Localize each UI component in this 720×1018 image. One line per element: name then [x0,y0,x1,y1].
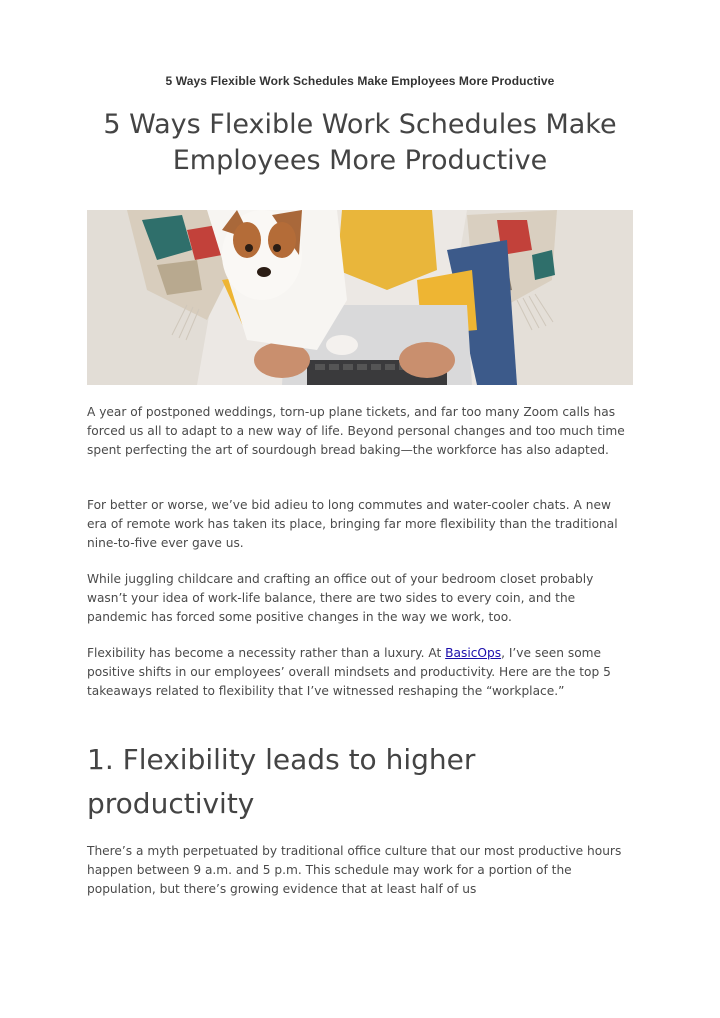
running-header: 5 Ways Flexible Work Schedules Make Employees More Productive [165,74,555,88]
paragraph-1: A year of postponed weddings, torn-up plane tickets, and far too many Zoom calls has forced us all to adapt to a new way of life. Beyond personal changes and too much time spent perfecting the art of sourdough bread baking—the workforce has also adapted. [87,405,625,457]
paragraph-4-text-b: , I’ve seen some positive shifts in our employees’ overall mindsets and productivity. Here are the top 5 takeaways related to flexibility that I’ve witnessed reshaping the “workplace.” [87,646,611,698]
paragraph-3: While juggling childcare and crafting an office out of your bedroom closet probably wasn’t your idea of work-life balance, there are two sides to every coin, and the pandemic has forced some positive changes in the way we work, too. [87,572,594,624]
paragraph-2: For better or worse, we’ve bid adieu to long commutes and water-cooler chats. A new era of remote work has taken its place, bringing far more flexibility than the traditional nine-to-five ever gave us. [87,498,618,550]
article-title-line2: Employees More Productive [172,145,548,176]
hero-image [87,210,633,385]
article-title [77,107,643,179]
section-1-heading-line2: productivity [87,787,255,820]
basicops-link[interactable]: BasicOps [445,646,502,660]
section-1-heading-line1: 1. Flexibility leads to higher [87,743,476,776]
paragraph-4 [87,644,633,701]
hero-illustration [87,210,633,385]
article-title-line1: 5 Ways Flexible Work Schedules Make [103,109,617,140]
paragraph-4-text-a: Flexibility has become a necessity rather than a luxury. At [87,646,446,660]
section-1-paragraph: There’s a myth perpetuated by traditional office culture that our most productive hours happen between 9 a.m. and 5 p.m. This schedule may work for a portion of the population, but there’s growing evidence that at least half of us [87,844,622,896]
section-1-heading [87,738,633,826]
